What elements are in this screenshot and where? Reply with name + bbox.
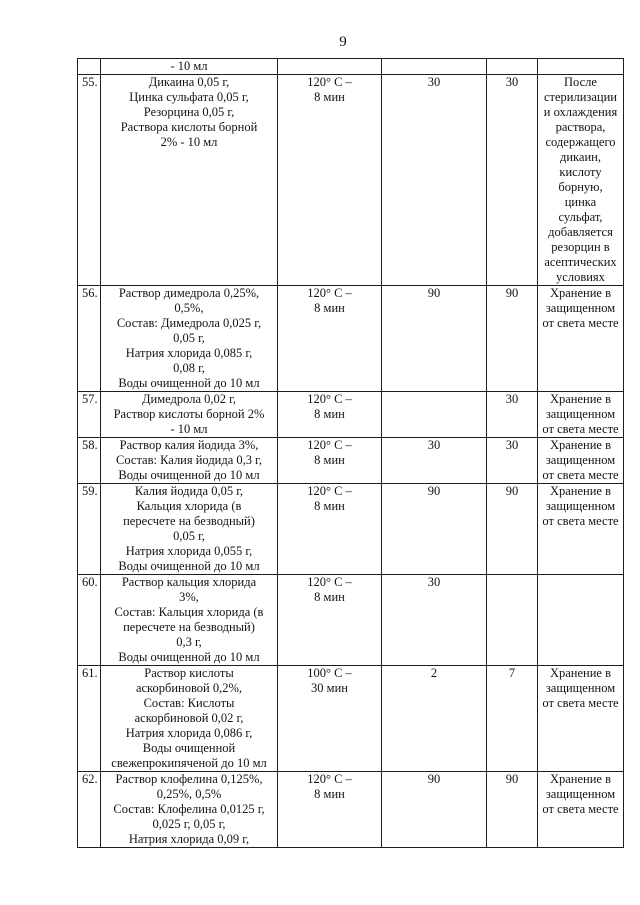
page-number: 9: [339, 34, 347, 50]
shelf-life-cell: 30: [382, 575, 487, 666]
sterilization-mode-cell: 120° С – 8 мин: [278, 772, 382, 848]
row-number: [78, 59, 101, 75]
storage-note-cell: Хранение в защищенном от света месте: [538, 438, 624, 484]
row-number: 57.: [78, 392, 101, 438]
sterilization-mode-cell: 120° С – 8 мин: [278, 75, 382, 286]
shelf-life-alt-cell: 30: [487, 75, 538, 286]
composition-cell: Раствор димедрола 0,25%, 0,5%, Состав: Димедрола 0,025 г, 0,05 г, Натрия хлорида 0,085 г, 0,08 г, Воды очищенной до 10 мл: [101, 286, 278, 392]
row-number: 59.: [78, 484, 101, 575]
shelf-life-cell: [382, 59, 487, 75]
row-number: 60.: [78, 575, 101, 666]
table-row: [78, 666, 624, 772]
composition-cell: Раствор клофелина 0,125%, 0,25%, 0,5% Состав: Клофелина 0,0125 г, 0,025 г, 0,05 г, Натрия хлорида 0,09 г,: [101, 772, 278, 848]
table-row: [78, 392, 624, 438]
storage-note-cell: Хранение в защищенном от света месте: [538, 772, 624, 848]
shelf-life-cell: 90: [382, 772, 487, 848]
table-row: [78, 286, 624, 392]
row-number: 55.: [78, 75, 101, 286]
shelf-life-alt-cell: 30: [487, 392, 538, 438]
composition-cell: Димедрола 0,02 г, Раствор кислоты борной 2% - 10 мл: [101, 392, 278, 438]
prescription-table: [77, 58, 624, 848]
table-row: [78, 438, 624, 484]
shelf-life-alt-cell: 90: [487, 772, 538, 848]
shelf-life-alt-cell: 90: [487, 484, 538, 575]
table-row: [78, 484, 624, 575]
storage-note-cell: [538, 59, 624, 75]
sterilization-mode-cell: 120° С – 8 мин: [278, 575, 382, 666]
composition-cell: - 10 мл: [101, 59, 278, 75]
storage-note-cell: Хранение в защищенном от света месте: [538, 286, 624, 392]
composition-cell: Раствор кальция хлорида 3%, Состав: Кальция хлорида (в пересчете на безводный) 0,3 г, Воды очищенной до 10 мл: [101, 575, 278, 666]
sterilization-mode-cell: 120° С – 8 мин: [278, 392, 382, 438]
shelf-life-cell: 30: [382, 438, 487, 484]
shelf-life-alt-cell: [487, 575, 538, 666]
sterilization-mode-cell: 120° С – 8 мин: [278, 286, 382, 392]
sterilization-mode-cell: 120° С – 8 мин: [278, 438, 382, 484]
shelf-life-cell: 30: [382, 75, 487, 286]
storage-note-cell: Хранение в защищенном от света месте: [538, 666, 624, 772]
storage-note-cell: После стерилизации и охлаждения раствора, содержащего дикаин, кислоту борную, цинка сульфат, добавляется резорцин в асептических условиях: [538, 75, 624, 286]
storage-note-cell: [538, 575, 624, 666]
shelf-life-cell: 2: [382, 666, 487, 772]
shelf-life-alt-cell: 7: [487, 666, 538, 772]
table-row: [78, 575, 624, 666]
table-body: [78, 59, 624, 848]
shelf-life-cell: 90: [382, 286, 487, 392]
shelf-life-alt-cell: 90: [487, 286, 538, 392]
sterilization-mode-cell: 100° С – 30 мин: [278, 666, 382, 772]
table-row: [78, 772, 624, 848]
composition-cell: Дикаина 0,05 г, Цинка сульфата 0,05 г, Резорцина 0,05 г, Раствора кислоты борной 2% - 10 мл: [101, 75, 278, 286]
table-row: [78, 59, 624, 75]
storage-note-cell: Хранение в защищенном от света месте: [538, 392, 624, 438]
row-number: 61.: [78, 666, 101, 772]
shelf-life-alt-cell: 30: [487, 438, 538, 484]
storage-note-cell: Хранение в защищенном от света месте: [538, 484, 624, 575]
composition-cell: Калия йодида 0,05 г, Кальция хлорида (в пересчете на безводный) 0,05 г, Натрия хлорида 0,055 г, Воды очищенной до 10 мл: [101, 484, 278, 575]
table-row: [78, 75, 624, 286]
row-number: 58.: [78, 438, 101, 484]
composition-cell: Раствор калия йодида 3%, Состав: Калия йодида 0,3 г, Воды очищенной до 10 мл: [101, 438, 278, 484]
row-number: 62.: [78, 772, 101, 848]
sterilization-mode-cell: [278, 59, 382, 75]
shelf-life-cell: [382, 392, 487, 438]
row-number: 56.: [78, 286, 101, 392]
composition-cell: Раствор кислоты аскорбиновой 0,2%, Состав: Кислоты аскорбиновой 0,02 г, Натрия хлорида 0,086 г, Воды очищенной свежепрокипяченой до 10 мл: [101, 666, 278, 772]
shelf-life-alt-cell: [487, 59, 538, 75]
shelf-life-cell: 90: [382, 484, 487, 575]
sterilization-mode-cell: 120° С – 8 мин: [278, 484, 382, 575]
